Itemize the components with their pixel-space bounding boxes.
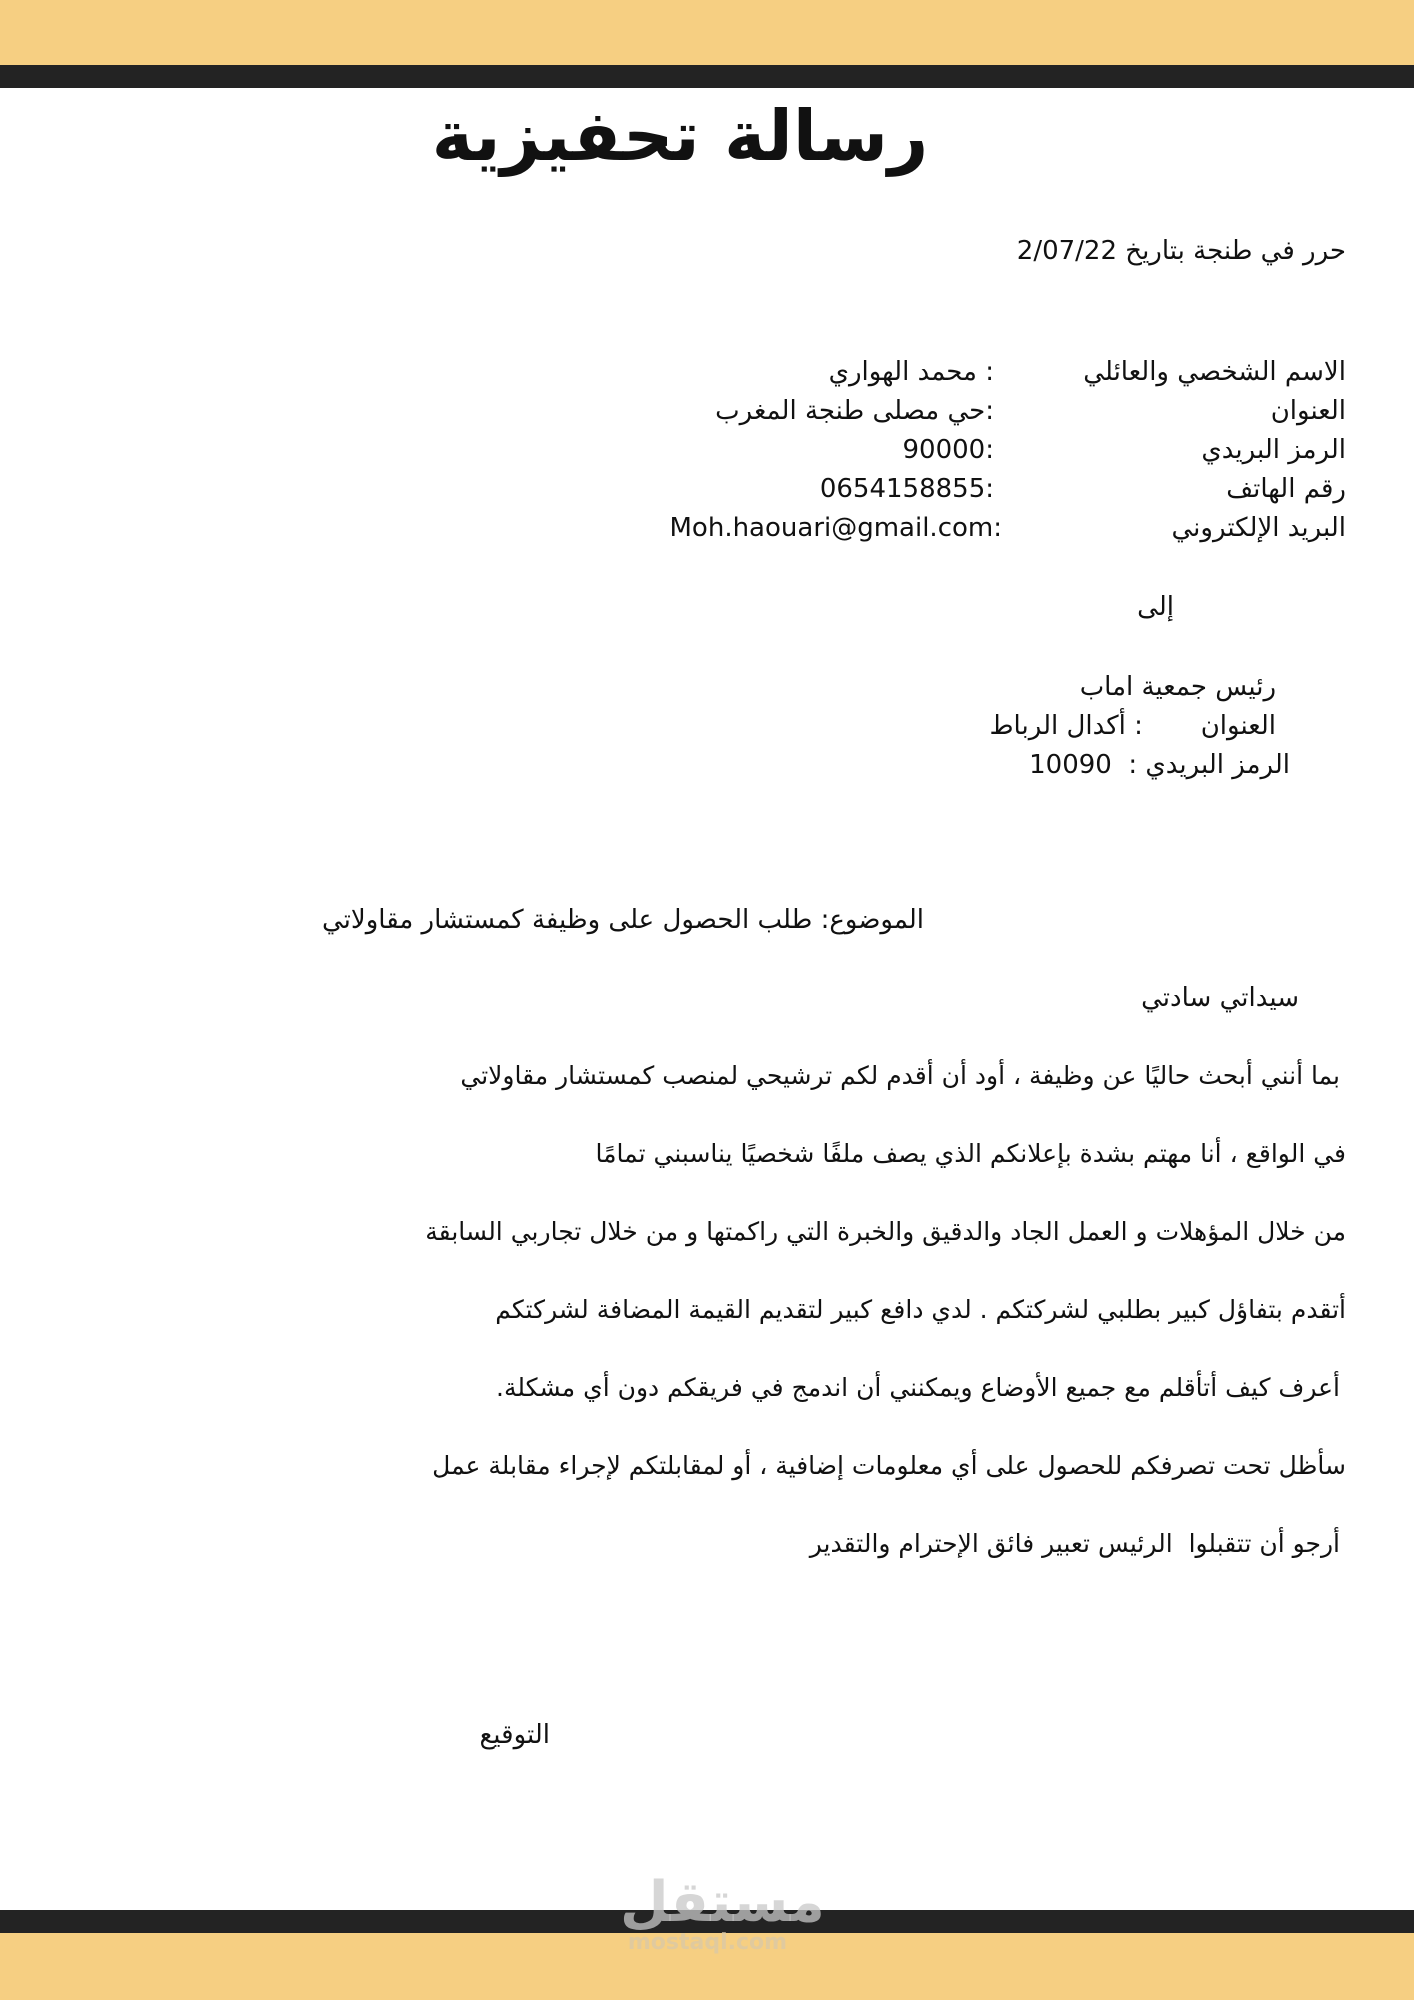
watermark-logo-latin: mostaql.com — [627, 1930, 788, 1955]
sender-row-email — [656, 513, 1346, 551]
sender-value: : محمد الهواري — [828, 357, 994, 387]
signature-label: التوقيع — [479, 1720, 550, 1750]
body-paragraph: في الواقع ، أنا مهتم بشدة بإعلانكم الذي يصف ملفًا شخصيًا يناسبني تمامًا — [595, 1139, 1346, 1168]
top-dark-bar — [0, 65, 1414, 88]
body-paragraph: أتقدم بتفاؤل كبير بطلبي لشركتكم . لدي دافع كبير لتقديم القيمة المضافة لشركتكم — [495, 1295, 1346, 1324]
sender-label: الرمز البريدي — [1201, 435, 1346, 465]
body-paragraph: سأظل تحت تصرفكم للحصول على أي معلومات إضافية ، أو لمقابلتكم لإجراء مقابلة عمل — [432, 1451, 1346, 1480]
recipient-line-1: رئيس جمعية اماب — [1079, 672, 1276, 702]
recipient-line-2: العنوان : أكدال الرباط — [989, 711, 1276, 741]
body-paragraph: بما أنني أبحث حاليًا عن وظيفة ، أود أن أقدم لكم ترشيحي لمنصب كمستشار مقاولاتي — [460, 1061, 1340, 1090]
body-paragraph: أعرف كيف أتأقلم مع جميع الأوضاع ويمكنني أن اندمج في فريقكم دون أي مشكلة. — [496, 1373, 1340, 1402]
sender-label: رقم الهاتف — [1226, 474, 1346, 504]
body-paragraph: أرجو أن تتقبلوا الرئيس تعبير فائق الإحترام والتقدير — [809, 1529, 1340, 1558]
sender-value: :حي مصلى طنجة المغرب — [715, 396, 994, 426]
subject-line: الموضوع: طلب الحصول على وظيفة كمستشار مقاولاتي — [322, 905, 924, 935]
place-date: حرر في طنجة بتاريخ 2/07/22 — [1016, 236, 1346, 266]
greeting: سيداتي سادتي — [1141, 983, 1299, 1013]
top-yellow-band — [0, 0, 1414, 65]
sender-label: الاسم الشخصي والعائلي — [1083, 357, 1346, 387]
to-label: إلى — [1137, 592, 1174, 622]
recipient-line-3: الرمز البريدي : 10090 — [1029, 750, 1290, 780]
sender-row-name — [656, 357, 1346, 395]
watermark — [620, 1870, 825, 1955]
sender-value: 90000: — [902, 435, 994, 465]
sender-row-phone — [656, 474, 1346, 512]
sender-value: 0654158855: — [819, 474, 994, 504]
sender-label: البريد الإلكتروني — [1171, 513, 1346, 543]
document-title: رسالة تحفيزية — [431, 95, 929, 177]
sender-value: Moh.haouari@gmail.com: — [669, 513, 1002, 543]
sender-label: العنوان — [1270, 396, 1346, 426]
sender-row-postal — [656, 435, 1346, 473]
sender-row-address — [656, 396, 1346, 434]
watermark-logo-arabic: مستقل — [620, 1870, 825, 1935]
body-paragraph: من خلال المؤهلات و العمل الجاد والدقيق والخبرة التي راكمتها و من خلال تجاربي السابقة — [425, 1217, 1346, 1246]
